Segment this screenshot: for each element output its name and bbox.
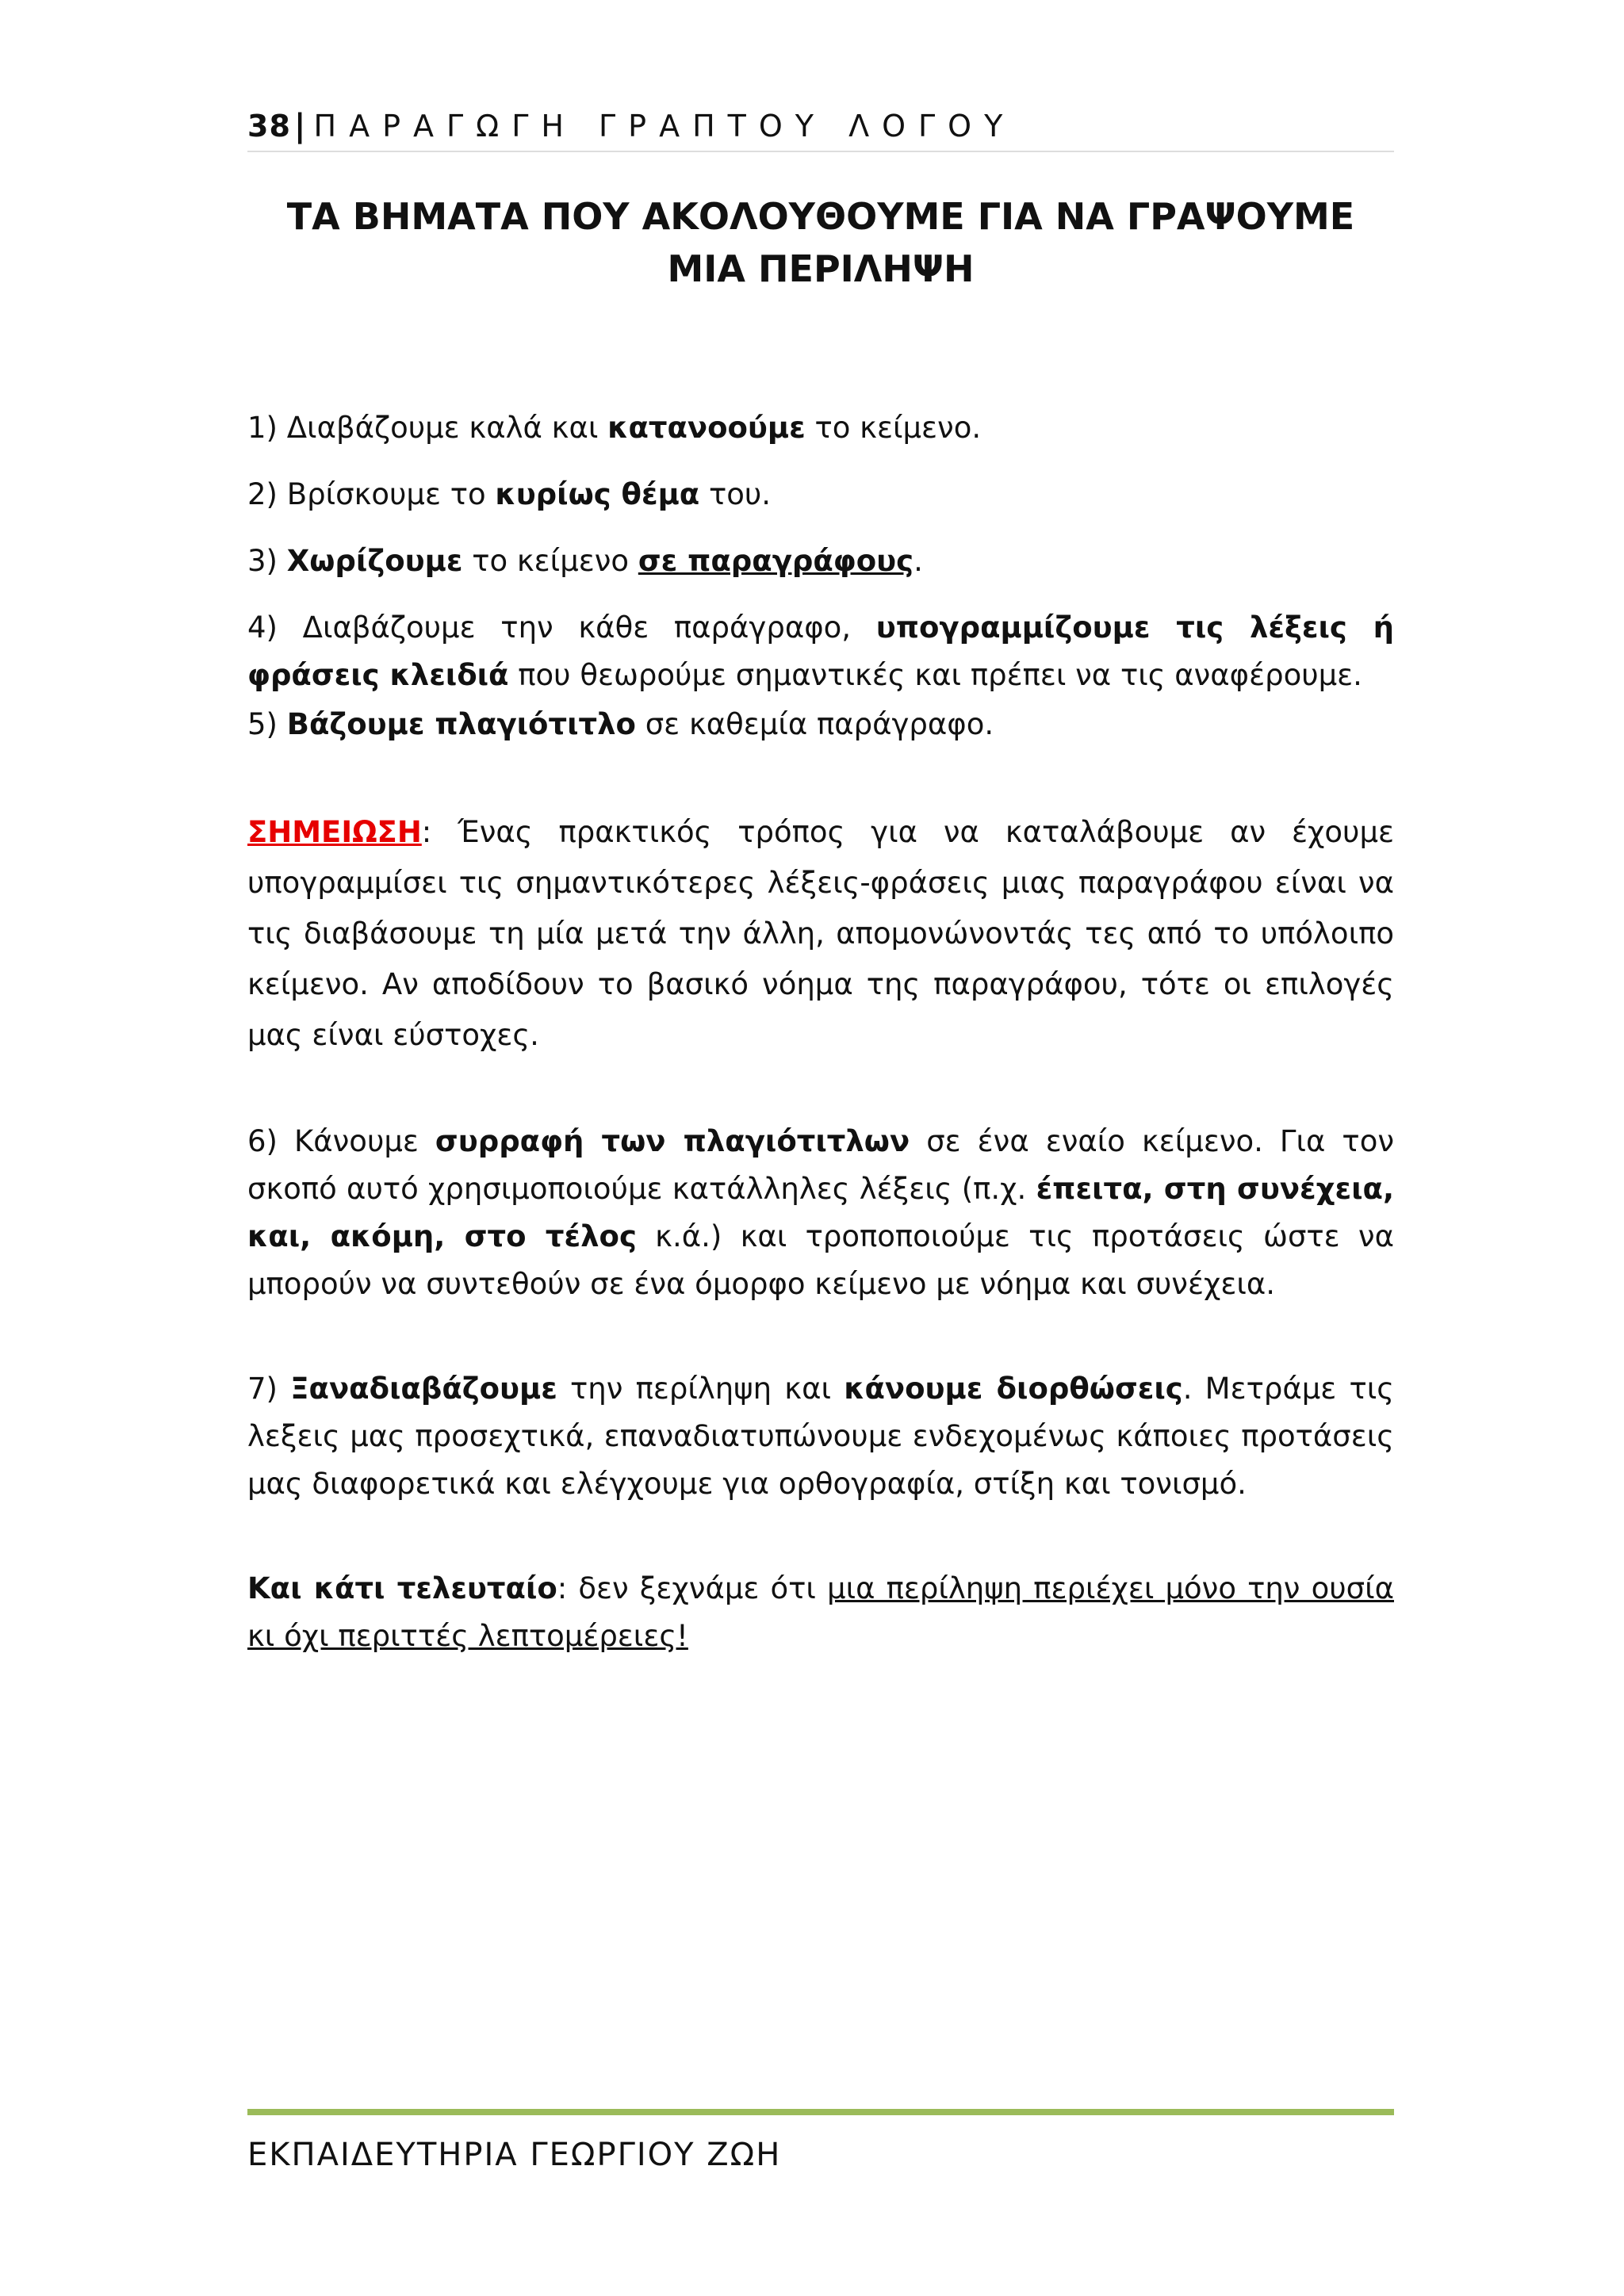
step-7-text-end: . Μετράμε τις λεξεις μας προσεχτικά, επαναδιατυπώνουμε ενδεχομένως κάποιες προτάσεις μας διαφορετικά και ελέγχουμε για ορθογραφία, στίξη και τονισμό. xyxy=(247,1372,1394,1501)
final-remark-text: δεν ξεχνάμε ότι xyxy=(567,1571,828,1605)
step-7-text-mid: την περίληψη και xyxy=(557,1372,845,1406)
step-4-bold: υπογραμμίζουμε τις λέξεις ή φράσεις κλειδιά xyxy=(247,610,1394,692)
step-7-bold: Ξαναδιαβάζουμε xyxy=(290,1372,557,1406)
document-body xyxy=(247,404,1394,1679)
step-1-text-end: το κείμενο. xyxy=(805,411,982,445)
step-6-bold: συρραφή των πλαγιότιτλων xyxy=(435,1124,910,1158)
page-header xyxy=(247,101,1394,152)
step-5 xyxy=(247,701,1394,748)
step-7-bold-corrections: κάνουμε διορθώσεις xyxy=(844,1372,1183,1406)
step-3-text-mid: το κείμενο xyxy=(462,544,638,578)
page-number: 38 xyxy=(247,109,291,144)
final-remark-colon: : xyxy=(557,1571,568,1605)
step-5-bold: Βάζουμε πλαγιότιτλο xyxy=(286,707,636,741)
document-title xyxy=(247,190,1394,295)
footer-divider xyxy=(247,2109,1394,2115)
note-label: ΣΗΜΕΙΩΣΗ xyxy=(247,815,422,849)
step-4-text-end: που θεωρούμε σημαντικές και πρέπει να τις αναφέρουμε. xyxy=(508,658,1362,692)
title-line-1: ΤΑ ΒΗΜΑΤΑ ΠΟΥ ΑΚΟΛΟΥΘΟΥΜΕ ΓΙΑ ΝΑ ΓΡΑΨΟΥΜΕ xyxy=(286,195,1355,238)
step-6-bold-examples: έπειτα, στη συνέχεια, και, ακόμη, στο τέλος xyxy=(247,1172,1395,1253)
step-6 xyxy=(247,1118,1394,1308)
step-1 xyxy=(247,404,1394,452)
step-5-text: 5) xyxy=(247,707,287,741)
running-title: ΠΑΡΑΓΩΓΗ ΓΡΑΠΤΟΥ ΛΟΓΟΥ xyxy=(313,109,1016,144)
step-4 xyxy=(247,604,1394,699)
step-6-text: 6) Κάνουμε xyxy=(247,1124,435,1158)
page-footer: ΕΚΠΑΙΔΕΥΤΗΡΙΑ ΓΕΩΡΓΙΟΥ ΖΩΗ xyxy=(247,2137,782,2173)
note-text: Ένας πρακτικός τρόπος για να καταλάβουμε αν έχουμε υπογραμμίσει τις σημαντικότερες λέξεις-φράσεις μιας παραγράφου είναι να τις διαβάσουμε τη μία μετά την άλλη, απομονώνοντάς τες από το υπόλοιπο κείμενο. Αν αποδίδουν το βασικό νόημα της παραγράφου, τότε οι επιλογές μας είναι εύστοχες. xyxy=(247,815,1394,1052)
step-6-text-mid: σε ένα εναίο κείμενο. Για τον σκοπό αυτό χρησιμοποιούμε κατάλληλες λέξεις (π.χ. xyxy=(247,1124,1395,1206)
step-7 xyxy=(247,1365,1394,1508)
step-2-bold: κυρίως θέμα xyxy=(495,477,700,511)
title-line-2: ΜΙΑ ΠΕΡΙΛΗΨΗ xyxy=(667,247,975,290)
step-2-text: 2) Βρίσκουμε το xyxy=(247,477,496,511)
step-1-bold: κατανοούμε xyxy=(607,411,806,445)
note-colon: : xyxy=(421,815,432,849)
final-remark xyxy=(247,1565,1394,1660)
final-remark-lead: Και κάτι τελευταίο xyxy=(247,1571,557,1605)
note-paragraph xyxy=(247,807,1394,1061)
step-2-text-end: του. xyxy=(699,477,772,511)
step-3-bold-underlined: σε παραγράφους xyxy=(638,544,914,578)
step-3-text-end: . xyxy=(914,544,923,578)
step-7-text: 7) xyxy=(247,1372,291,1406)
step-1-text: 1) Διαβάζουμε καλά και xyxy=(247,411,608,445)
final-remark-underlined: μια περίληψη περιέχει μόνο την ουσία κι όχι περιττές λεπτομέρειες! xyxy=(247,1571,1394,1653)
step-5-text-end: σε καθεμία παράγραφο. xyxy=(635,707,994,741)
step-2 xyxy=(247,471,1394,519)
step-3-bold: Χωρίζουμε xyxy=(286,544,463,578)
step-6-text-end: κ.ά.) και τροποποιούμε τις προτάσεις ώστε να μπορούν να συντεθούν σε ένα όμορφο κείμενο με νόημα και συνέχεια. xyxy=(247,1219,1394,1301)
step-3 xyxy=(247,538,1394,585)
step-3-text: 3) xyxy=(247,544,287,578)
step-4-text: 4) Διαβάζουμε την κάθε παράγραφο, xyxy=(247,610,876,645)
header-separator: | xyxy=(293,108,306,144)
